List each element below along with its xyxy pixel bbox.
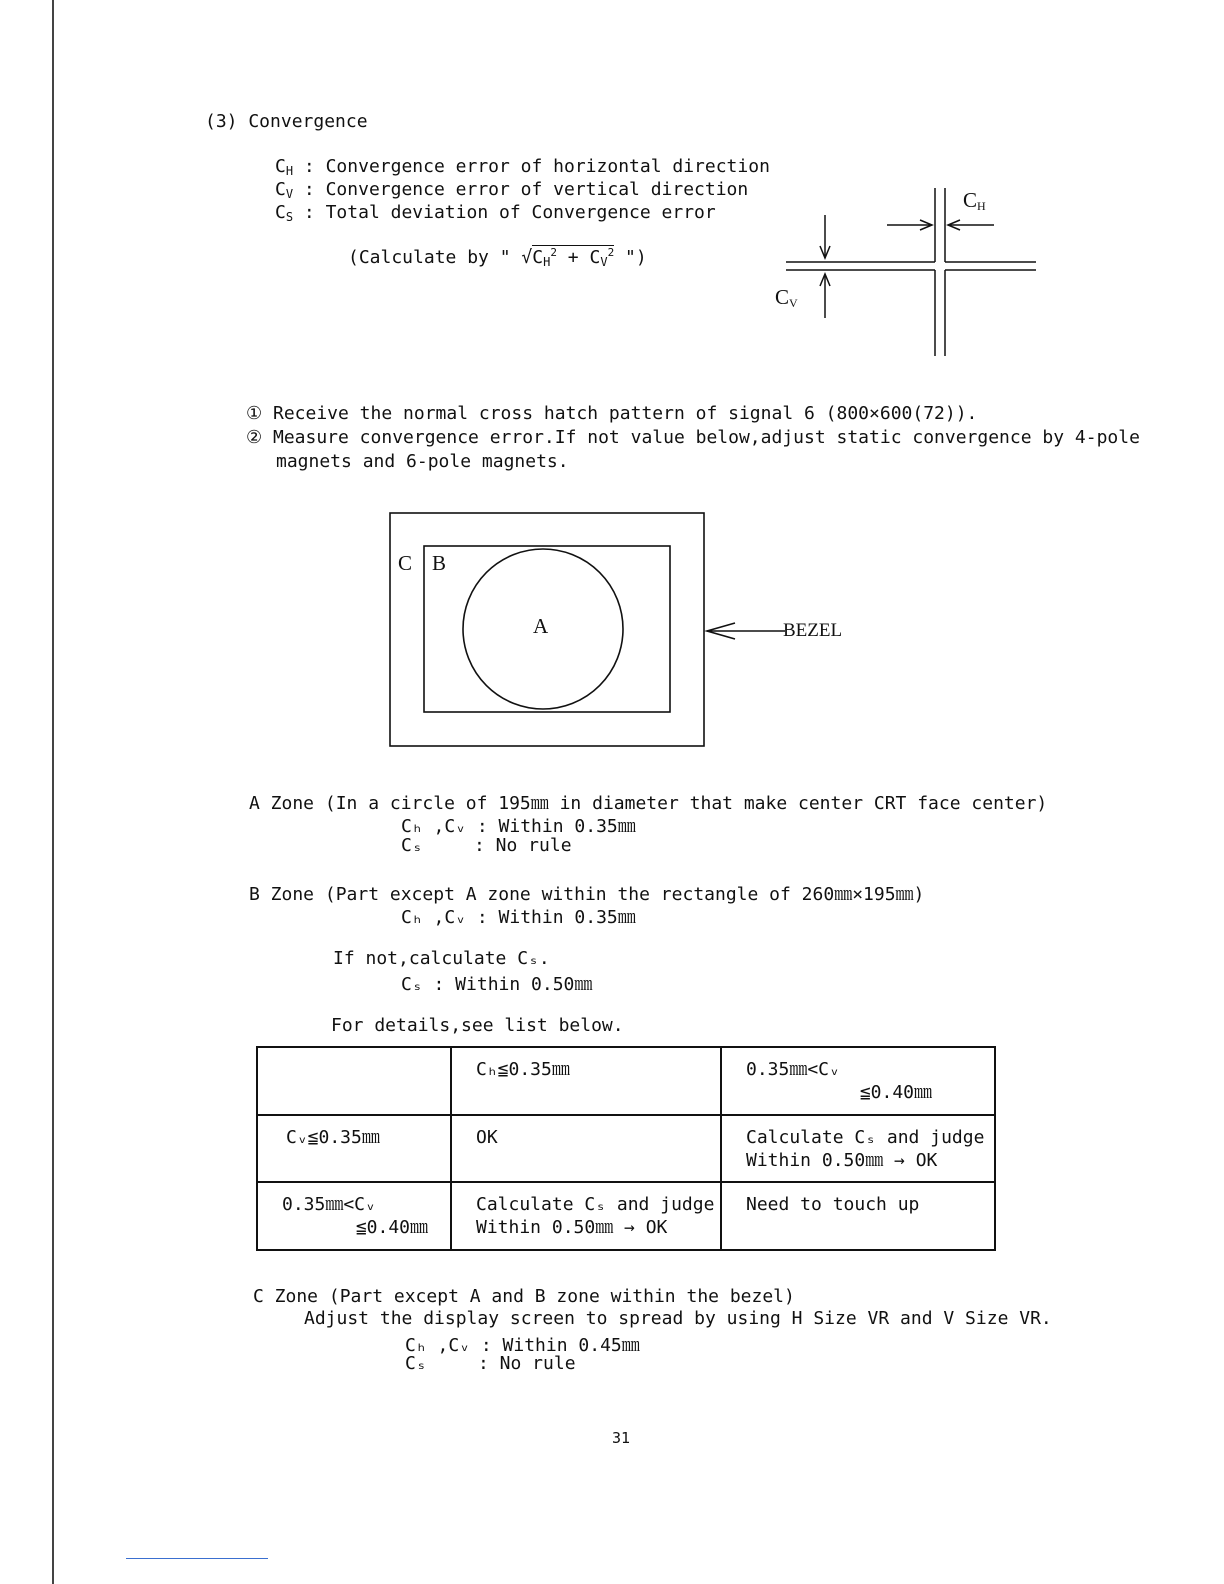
- ch-label: $C_H$: [963, 188, 986, 213]
- zone-c-heading: C Zone (Part except A and B zone within the bezel): [253, 1286, 795, 1307]
- zone-c-adjust: Adjust the display screen to spread by using H Size VR and V Size VR.: [304, 1308, 1052, 1329]
- zone-b-details: For details,see list below.: [331, 1015, 624, 1036]
- step-2: ② Measure convergence error.If not value below,adjust static convergence by 4-pole: [246, 427, 1140, 448]
- zone-a-heading: A Zone (In a circle of 195㎜ in diameter that make center CRT face center): [249, 793, 1048, 814]
- step-2-continued: magnets and 6-pole magnets.: [276, 451, 569, 472]
- footer-rule: [126, 1558, 268, 1559]
- binding-edge: [52, 0, 54, 1584]
- cv-label: $C_V$: [775, 285, 798, 310]
- table-cell-row1-label: Cᵥ≦0.35㎜: [257, 1115, 451, 1182]
- zone-b-if-not: If not,calculate Cₛ.: [333, 948, 550, 969]
- formula: (Calculate by " $√C_H^2 + C_V^2$ "): [348, 246, 647, 269]
- zone-b-cs: Cₛ : Within 0.50㎜: [401, 974, 593, 995]
- zone-a-ch-cv: Cₕ ,Cᵥ : Within 0.35㎜: [401, 816, 636, 837]
- table-header-cv: 0.35㎜<Cᵥ ≦0.40㎜: [721, 1047, 995, 1115]
- zone-c-cs-value: : No rule: [478, 1353, 576, 1374]
- table-cell-touch-up: Need to touch up: [721, 1182, 995, 1250]
- definition-ch: $C_H$ : Convergence error of horizontal direction: [275, 156, 770, 178]
- zone-a-label: A: [533, 614, 549, 638]
- table-header-row: [257, 1047, 995, 1115]
- zone-c-label: C: [398, 551, 413, 575]
- table-cell-calc: Calculate Cₛ and judge Within 0.50㎜ → OK: [721, 1115, 995, 1182]
- section-title: (3) Convergence: [205, 111, 368, 132]
- zone-c-cs-symbol: Cₛ: [405, 1353, 427, 1374]
- definition-cs: $C_S$ : Total deviation of Convergence error: [275, 202, 716, 224]
- zone-c-ch-cv: Cₕ ,Cᵥ : Within 0.45㎜: [405, 1335, 640, 1356]
- table-row: [257, 1182, 995, 1250]
- zone-b-ch-cv: Cₕ ,Cᵥ : Within 0.35㎜: [401, 907, 636, 928]
- table-cell-empty: [257, 1047, 451, 1115]
- table-cell-ok: OK: [451, 1115, 721, 1182]
- step-1: ① Receive the normal cross hatch pattern of signal 6 (800×600(72)).: [246, 403, 978, 424]
- zone-diagram: [385, 508, 845, 753]
- zone-a-cs-symbol: Cₛ: [401, 835, 423, 856]
- zone-b-label: B: [432, 551, 447, 575]
- definition-cv: $C_V$ : Convergence error of vertical direction: [275, 179, 749, 201]
- table-cell-calc: Calculate Cₛ and judge Within 0.50㎜ → OK: [451, 1182, 721, 1250]
- table-cell-row2-label: 0.35㎜<Cᵥ ≦0.40㎜: [257, 1182, 451, 1250]
- zone-a-cs-value: : No rule: [474, 835, 572, 856]
- zone-b-heading: B Zone (Part except A zone within the rectangle of 260㎜×195㎜): [249, 884, 925, 905]
- cross-diagram: [760, 180, 1050, 365]
- page-number: 31: [612, 1429, 631, 1447]
- bezel-label: BEZEL: [783, 620, 843, 641]
- table-header-ch: Cₕ≦0.35㎜: [451, 1047, 721, 1115]
- judgement-table: [256, 1046, 996, 1251]
- table-row: [257, 1115, 995, 1182]
- sqrt-icon: √: [521, 247, 533, 268]
